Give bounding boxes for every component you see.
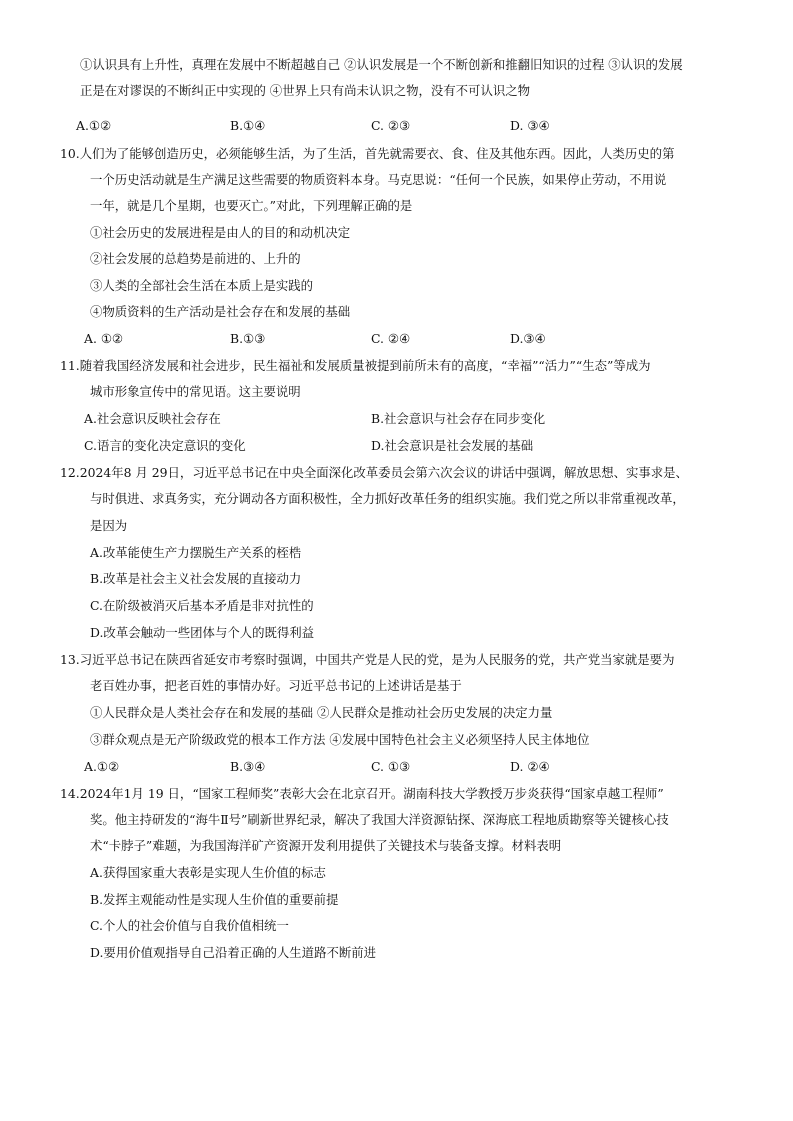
option-b: B.改革是社会主义社会发展的直接动力 — [90, 571, 302, 586]
question-stem: 奖。他主持研发的“海牛Ⅱ号”刷新世界纪录，解决了我国大洋资源钻探、深海底工程地质勘察等关键核心技 — [90, 812, 669, 827]
question-stem: 13.习近平总书记在陕西省延安市考察时强调，中国共产党是人民的党，是为人民服务的党，共产党当家就是要为 — [60, 652, 675, 667]
option-a: A.获得国家重大表彰是实现人生价值的标志 — [90, 865, 326, 880]
option-d: D.社会意识是社会发展的基础 — [371, 438, 534, 453]
option-c: C. ②③ — [371, 118, 411, 133]
option-d: D.③④ — [510, 331, 546, 346]
option-c: C.语言的变化决定意识的变化 — [84, 438, 246, 453]
option-d: D.改革会触动一些团体与个人的既得利益 — [90, 625, 315, 640]
option-b: B.社会意识与社会存在同步变化 — [371, 411, 546, 426]
statement-line: ③群众观点是无产阶级政党的根本工作方法 ④发展中国特色社会主义必须坚持人民主体地位 — [90, 732, 590, 747]
statement-line: ④物质资料的生产活动是社会存在和发展的基础 — [90, 304, 351, 319]
statement-line: ①社会历史的发展进程是由人的目的和动机决定 — [90, 225, 351, 240]
option-b: B.发挥主观能动性是实现人生价值的重要前提 — [90, 892, 339, 907]
option-a: A.①② — [84, 759, 120, 774]
option-a: A.改革能使生产力摆脱生产关系的桎梏 — [90, 545, 302, 560]
statement-line: ②社会发展的总趋势是前进的、上升的 — [90, 251, 301, 266]
question-stem: 10.人们为了能够创造历史，必须能够生活，为了生活，首先就需要衣、食、住及其他东西。因此，人类历史的第 — [60, 146, 675, 161]
question-stem: 城市形象宣传中的常见语。这主要说明 — [90, 384, 301, 399]
option-c: C. ①③ — [371, 759, 411, 774]
question-stem: 12.2024年8 月 29日，习近平总书记在中央全面深化改革委员会第六次会议的讲话中强调，解放思想、实事求是、 — [60, 465, 688, 480]
option-a: A.社会意识反映社会存在 — [84, 411, 221, 426]
option-d: D. ③④ — [510, 118, 550, 133]
question-stem: 是因为 — [90, 518, 128, 533]
option-b: B.①④ — [230, 118, 266, 133]
question-stem: 术“卡脖子”难题，为我国海洋矿产资源开发利用提供了关键技术与装备支撑。材料表明 — [90, 838, 562, 853]
option-d: D.要用价值观指导自己沿着正确的人生道路不断前进 — [90, 945, 377, 960]
question-stem: 老百姓办事，把老百姓的事情办好。习近平总书记的上述讲话是基于 — [90, 678, 462, 693]
option-a: A.①② — [76, 118, 112, 133]
statement-line: ①认识具有上升性，真理在发展中不断超越自己 ②认识发展是一个不断创新和推翻旧知识的过程 ③认识的发展 — [80, 57, 683, 72]
option-c: C.在阶级被消灭后基本矛盾是非对抗性的 — [90, 598, 314, 613]
option-b: B.①③ — [230, 331, 266, 346]
statement-line: 正是在对谬误的不断纠正中实现的 ④世界上只有尚未认识之物，没有不可认识之物 — [80, 83, 531, 98]
question-stem: 一个历史活动就是生产满足这些需要的物质资料本身。马克思说：“任何一个民族，如果停止劳动，不用说 — [90, 172, 667, 187]
option-c: C.个人的社会价值与自我价值相统一 — [90, 918, 289, 933]
option-c: C. ②④ — [371, 331, 411, 346]
statement-line: ①人民群众是人类社会存在和发展的基础 ②人民群众是推动社会历史发展的决定力量 — [90, 705, 553, 720]
question-stem: 11.随着我国经济发展和社会进步，民生福祉和发展质量被提到前所未有的高度，“幸福”“活力”“生态”等成为 — [60, 358, 651, 373]
option-a: A. ①② — [84, 331, 124, 346]
statement-line: ③人类的全部社会生活在本质上是实践的 — [90, 278, 314, 293]
question-stem: 14.2024年1月 19 日，“国家工程师奖”表彰大会在北京召开。湖南科技大学教授万步炎获得“国家卓越工程师” — [60, 786, 664, 801]
question-stem: 一年，就是几个星期，也要灭亡。”对此，下列理解正确的是 — [90, 198, 413, 213]
option-d: D. ②④ — [510, 759, 550, 774]
question-stem: 与时俱进、求真务实，充分调动各方面积极性，全力抓好改革任务的组织实施。我们党之所以非常重视改革， — [90, 491, 685, 506]
option-b: B.③④ — [230, 759, 266, 774]
